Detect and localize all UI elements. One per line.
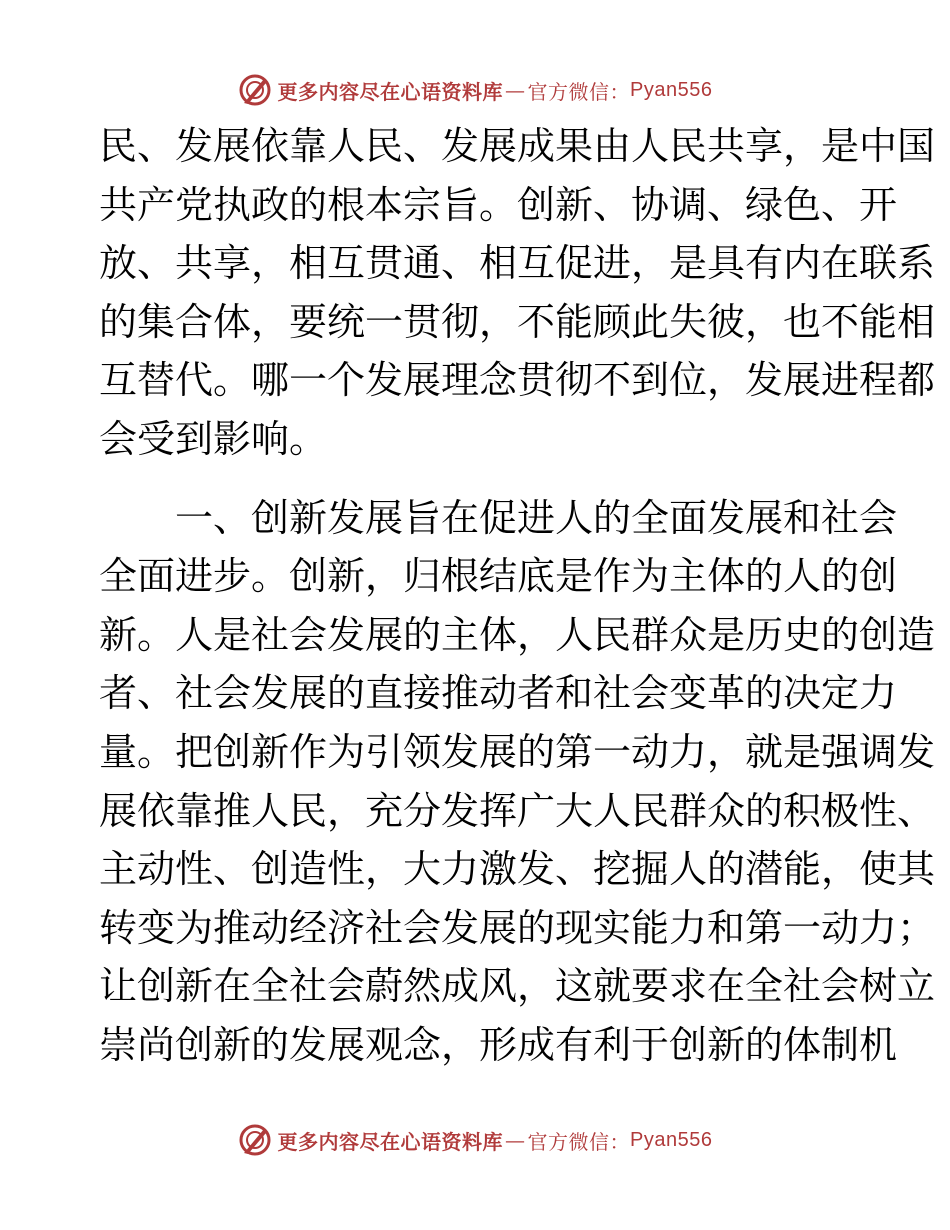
text-line: 崇尚创新的发展观念，形成有利于创新的体制机 (99, 1022, 898, 1067)
text-line: 的集合体，要统一贯彻，不能顾此失彼，也不能相 (99, 299, 936, 344)
text-line: 民、发展依靠人民、发展成果由人民共享，是中国 (99, 124, 936, 168)
watermark-main-text: 更多内容尽在心语资料库 (277, 1129, 504, 1154)
text-line: 量。把创新作为引领发展的第一动力，就是强调发 (99, 729, 936, 774)
quill-logo-icon (238, 1123, 272, 1157)
text-line: 一、创新发展旨在促进人的全面发展和社会 (175, 495, 898, 540)
watermark-official-text: 官方微信： (527, 1129, 631, 1154)
paragraph-spacer (99, 469, 859, 489)
watermark-official-text: 官方微信： (527, 79, 631, 104)
watermark-wechat-id: Pyan556 (630, 78, 713, 101)
text-line: 主动性、创造性，大力激发、挖掘人的潜能，使其 (99, 847, 936, 892)
document-body (99, 117, 936, 1075)
watermark-dash: — (505, 1128, 526, 1152)
watermark-footer (0, 1120, 950, 1160)
paragraph-2 (99, 489, 936, 1075)
text-line: 会受到影响。 (99, 416, 328, 461)
text-line: 新。人是社会发展的主体，人民群众是历史的创造 (99, 612, 936, 657)
text-line: 共产党执政的根本宗旨。创新、协调、绿色、开 (99, 182, 898, 227)
text-line: 全面进步。创新，归根结底是作为主体的人的创 (99, 554, 898, 599)
watermark-wechat-id: Pyan556 (630, 1128, 713, 1151)
text-line: 展依靠推人民，充分发挥广大人民群众的积极性、 (99, 788, 936, 833)
text-line: 互替代。哪一个发展理念贯彻不到位，发展进程都 (99, 358, 936, 403)
text-line: 让创新在全社会蔚然成风，这就要求在全社会树立 (99, 964, 936, 1009)
text-line: 放、共享，相互贯通、相互促进，是具有内在联系 (99, 241, 936, 286)
quill-logo-icon (238, 73, 272, 107)
text-line: 者、社会发展的直接推动者和社会变革的决定力 (99, 671, 898, 716)
watermark-main-text: 更多内容尽在心语资料库 (277, 79, 504, 104)
watermark-dash: — (505, 78, 526, 102)
watermark-header (0, 70, 950, 110)
text-line: 转变为推动经济社会发展的现实能力和第一动力； (99, 905, 936, 950)
paragraph-1 (99, 117, 936, 469)
